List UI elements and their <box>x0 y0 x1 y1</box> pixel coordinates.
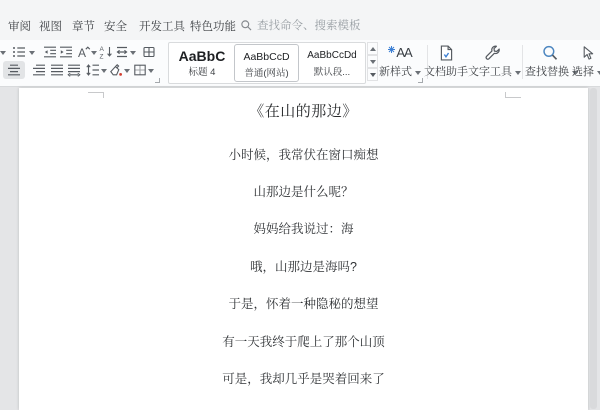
menu-tab-devtools[interactable]: 开发工具 <box>139 21 185 33</box>
cursor-arrow-icon <box>579 44 595 62</box>
text-tool-dropdown-icon <box>515 71 521 75</box>
paragraph-dialog-launcher-icon[interactable] <box>155 78 160 83</box>
command-search[interactable] <box>240 17 361 33</box>
style-default-paragraph[interactable]: AaBbCcDd 默认段... <box>307 50 357 78</box>
style-heading4[interactable]: AaBbC 标题 4 <box>178 48 226 78</box>
borders-dropdown-icon[interactable] <box>148 69 154 73</box>
poem-line: 于是，怀着一种隐秘的想望 <box>228 297 379 311</box>
tab-stops-icon[interactable] <box>141 44 157 60</box>
justify-icon[interactable] <box>49 62 65 78</box>
search-icon <box>240 19 253 32</box>
menu-tab-review[interactable]: 审阅 <box>8 21 31 33</box>
ribbon <box>0 40 600 87</box>
shading-icon[interactable] <box>108 62 124 78</box>
margin-mark-right <box>505 92 521 98</box>
character-tool-dropdown-icon[interactable] <box>91 51 97 55</box>
new-style-dropdown-icon <box>415 71 421 75</box>
chevron-down-icon <box>370 60 376 64</box>
line-spacing-icon[interactable] <box>85 62 101 78</box>
select-button[interactable]: 选择 <box>572 42 600 84</box>
poem-line: 哦，山那边是海吗? <box>250 260 357 274</box>
paragraph-layout-icon[interactable] <box>114 44 130 60</box>
poem-line: 妈妈给我说过：海 <box>253 222 354 236</box>
distribute-align-icon[interactable] <box>66 62 82 78</box>
paragraph-layout-dropdown-icon[interactable] <box>130 51 136 55</box>
style-gallery <box>168 42 366 84</box>
poem-title: 《在山的那边》 <box>249 103 358 120</box>
margin-mark-left <box>88 92 104 98</box>
style-normal-web[interactable]: AaBbCcD 普通(网站) <box>234 44 299 82</box>
wrench-icon <box>484 44 502 62</box>
search-placeholder: 查找命令、搜索模板 <box>257 20 361 32</box>
svg-text:A: A <box>99 46 104 53</box>
sort-icon[interactable] <box>98 44 114 60</box>
svg-text:A: A <box>78 46 87 60</box>
menu-tab-view[interactable]: 视图 <box>39 21 62 33</box>
bullet-list-dropdown-icon[interactable] <box>29 51 35 55</box>
new-style-button[interactable]: AA 新样式 <box>376 42 424 84</box>
increase-indent-icon[interactable] <box>58 44 74 60</box>
document-page[interactable] <box>19 88 588 410</box>
borders-icon[interactable] <box>132 62 148 78</box>
menu-bar <box>0 0 600 40</box>
ribbon-separator <box>522 45 523 79</box>
document-assistant-icon <box>438 44 455 62</box>
doc-assistant-button[interactable]: 文档助手 <box>424 42 468 84</box>
chevron-up-icon <box>370 47 376 51</box>
character-tool-icon[interactable] <box>75 44 91 60</box>
find-replace-icon <box>541 44 559 62</box>
align-right-icon[interactable] <box>31 62 47 78</box>
gallery-expand-icon <box>370 73 376 77</box>
shading-dropdown-icon[interactable] <box>124 69 130 73</box>
menu-tab-section[interactable]: 章节 <box>72 21 95 33</box>
svg-text:Z: Z <box>99 53 104 60</box>
menu-tab-features[interactable]: 特色功能 <box>190 21 236 33</box>
cutoff-dropdown-icon[interactable] <box>0 51 6 55</box>
style-dialog-launcher-icon[interactable] <box>418 78 423 83</box>
align-center-icon[interactable] <box>6 62 22 78</box>
menu-tab-security[interactable]: 安全 <box>104 21 127 33</box>
find-replace-button[interactable]: 查找替换 <box>525 42 575 84</box>
decrease-indent-icon[interactable] <box>42 44 58 60</box>
sparkle-icon <box>388 46 395 53</box>
bullet-list-icon[interactable] <box>11 44 27 60</box>
poem-line: 有一天我终于爬上了那个山顶 <box>222 335 385 349</box>
new-style-icon: AA <box>396 45 412 60</box>
poem-line: 小时候，我常伏在窗口痴想 <box>228 148 379 162</box>
document-canvas <box>0 87 600 410</box>
vertical-scrollbar[interactable] <box>590 88 597 409</box>
poem-line: 可是，我却几乎是哭着回来了 <box>222 372 385 386</box>
line-spacing-dropdown-icon[interactable] <box>101 69 107 73</box>
poem-line: 山那边是什么呢？ <box>253 185 354 199</box>
text-tool-button[interactable]: 文字工具 <box>468 42 518 84</box>
